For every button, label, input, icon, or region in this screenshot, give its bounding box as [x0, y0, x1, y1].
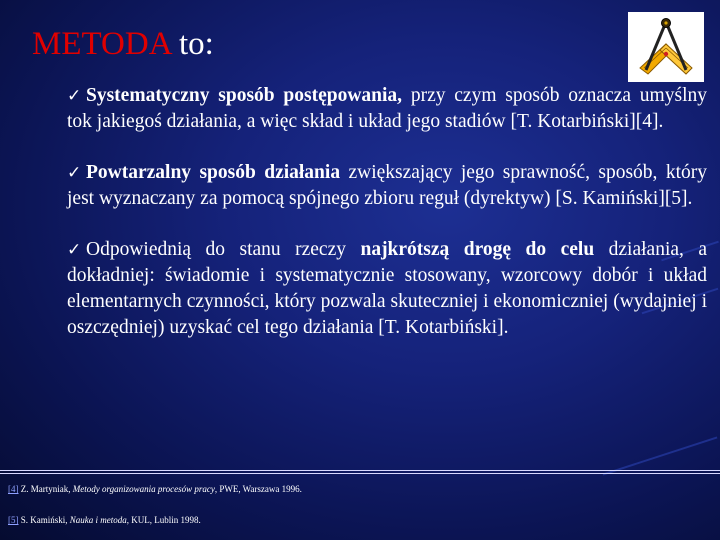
title-accent: METODA [32, 26, 171, 62]
footnote-text: Z. Martyniak, [18, 484, 73, 494]
bullet-bold: Powtarzalny sposób działania [86, 162, 341, 183]
bullet-text: działania, a dokładniej: świadomie i systematycznie stosowany, wzorcowy dobór i układ elementarnych czynności, który pozwala skuteczniej i ekonomiczniej (wydajniej i oszczędniej) uzyskać cel tego działania [T. Kotarbiński]. [67, 239, 708, 338]
footnote-ref-link[interactable]: [4] [8, 484, 19, 494]
bullet-item [67, 83, 707, 135]
footnote-ref-link[interactable]: [5] [8, 515, 19, 525]
footnote-text: , KUL, Lublin 1998. [126, 515, 201, 525]
footnote-rule [0, 473, 720, 474]
footnote-title: Nauka i metoda [69, 515, 127, 525]
checkmark-icon: ✓ [67, 86, 82, 106]
title-rest: to: [170, 26, 214, 62]
bullet-text-lead: Odpowiednią do stanu rzeczy [86, 239, 361, 260]
bullet-bold: najkrótszą drogę do celu [360, 239, 595, 260]
slide-title [32, 24, 214, 64]
bullet-item [67, 237, 707, 341]
footnote-text: S. Kamiński, [18, 515, 70, 525]
checkmark-icon: ✓ [67, 240, 82, 260]
footnote [8, 515, 201, 525]
bullet-text: przy czym sposób oznacza umyślny tok jakiegoś działania, a więc skład i układ jego stadiów [T. Kotarbiński][4]. [67, 85, 707, 132]
checkmark-icon: ✓ [67, 163, 82, 183]
bullet-text: zwiększający jego sprawność, sposób, który jest wyznaczany za pomocą spójnego zbioru reguł (dyrektyw) [S. Kamiński][5]. [67, 162, 707, 209]
footnote-rule [0, 470, 720, 471]
bullet-list [67, 83, 707, 341]
bullet-item [67, 160, 707, 212]
square-and-compasses-icon [628, 12, 704, 82]
bullet-bold: Systematyczny sposób postępowania, [86, 85, 403, 106]
footnote-text: , PWE, Warszawa 1996. [214, 484, 302, 494]
footnote [8, 484, 302, 494]
footnote-title: Metody organizowania procesów pracy [72, 484, 215, 494]
